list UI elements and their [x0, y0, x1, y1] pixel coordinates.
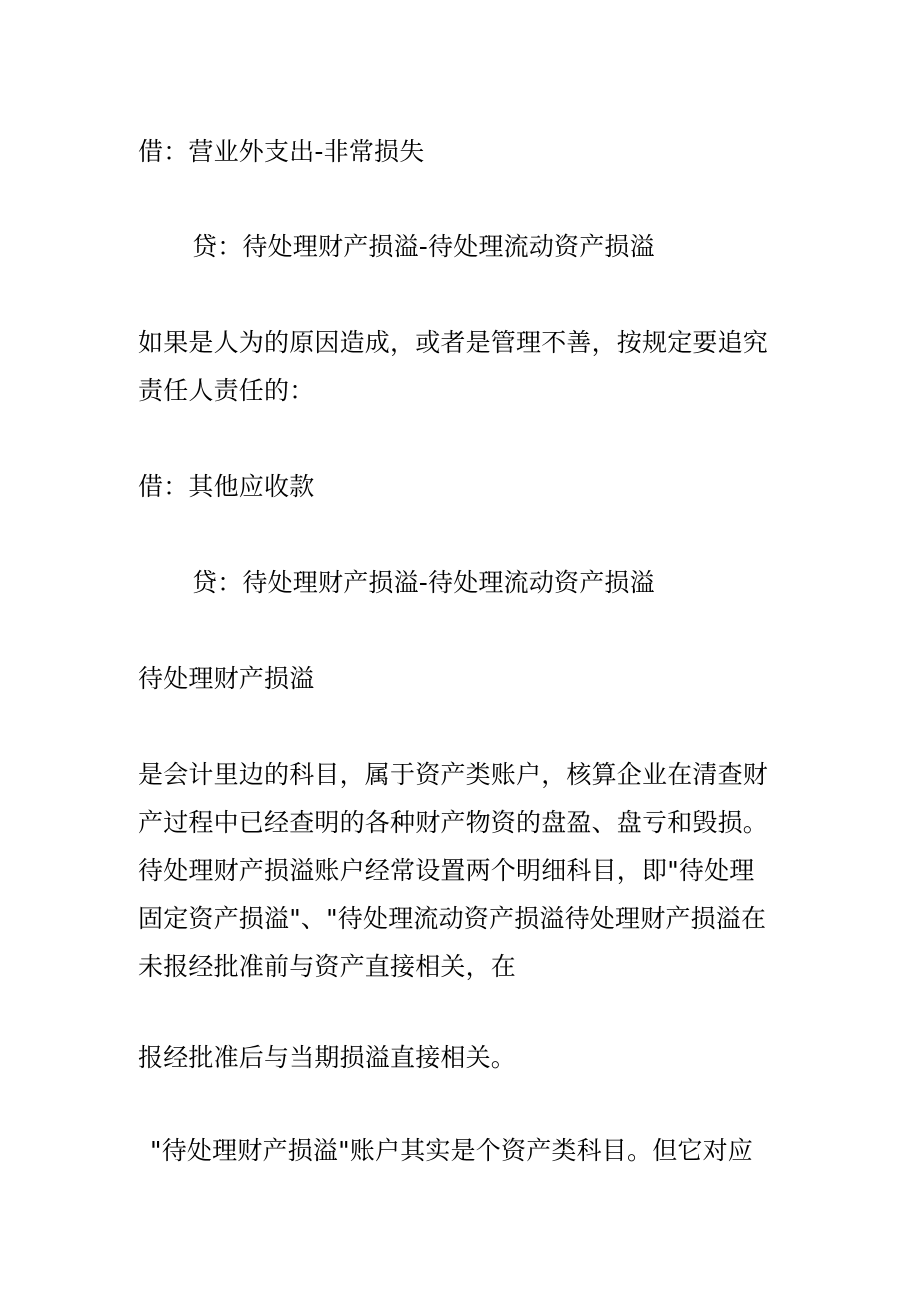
paragraph2-line-2: 产过程中已经查明的各种财产物资的盘盈、盘亏和毁损。: [138, 808, 769, 837]
paragraph1-line-1: 如果是人为的原因造成，或者是管理不善，按规定要追究: [138, 328, 769, 357]
entry1-debit-line: 借：营业外支出-非常损失: [138, 137, 425, 166]
entry2-credit-line: 贷：待处理财产损溢-待处理流动资产损溢: [192, 568, 655, 597]
section-heading: 待处理财产损溢: [138, 664, 315, 693]
paragraph2-line-1: 是会计里边的科目，属于资产类账户，核算企业在清查财: [138, 760, 769, 789]
paragraph2-line-5: 未报经批准前与资产直接相关，在: [138, 952, 517, 981]
entry2-debit-line: 借：其他应收款: [138, 472, 315, 501]
paragraph2-line-4: 固定资产损溢"、"待处理流动资产损溢待处理财产损溢在: [138, 904, 767, 933]
paragraph3-line: 报经批准后与当期损溢直接相关。: [138, 1043, 517, 1072]
entry1-credit-line: 贷：待处理财产损溢-待处理流动资产损溢: [192, 232, 655, 261]
paragraph1-line-2: 责任人责任的：: [138, 376, 315, 405]
paragraph2-line-3: 待处理财产损溢账户经常设置两个明细科目，即"待处理: [138, 856, 755, 885]
paragraph4-line: "待处理财产损溢"账户其实是个资产类科目。但它对应: [150, 1136, 754, 1165]
